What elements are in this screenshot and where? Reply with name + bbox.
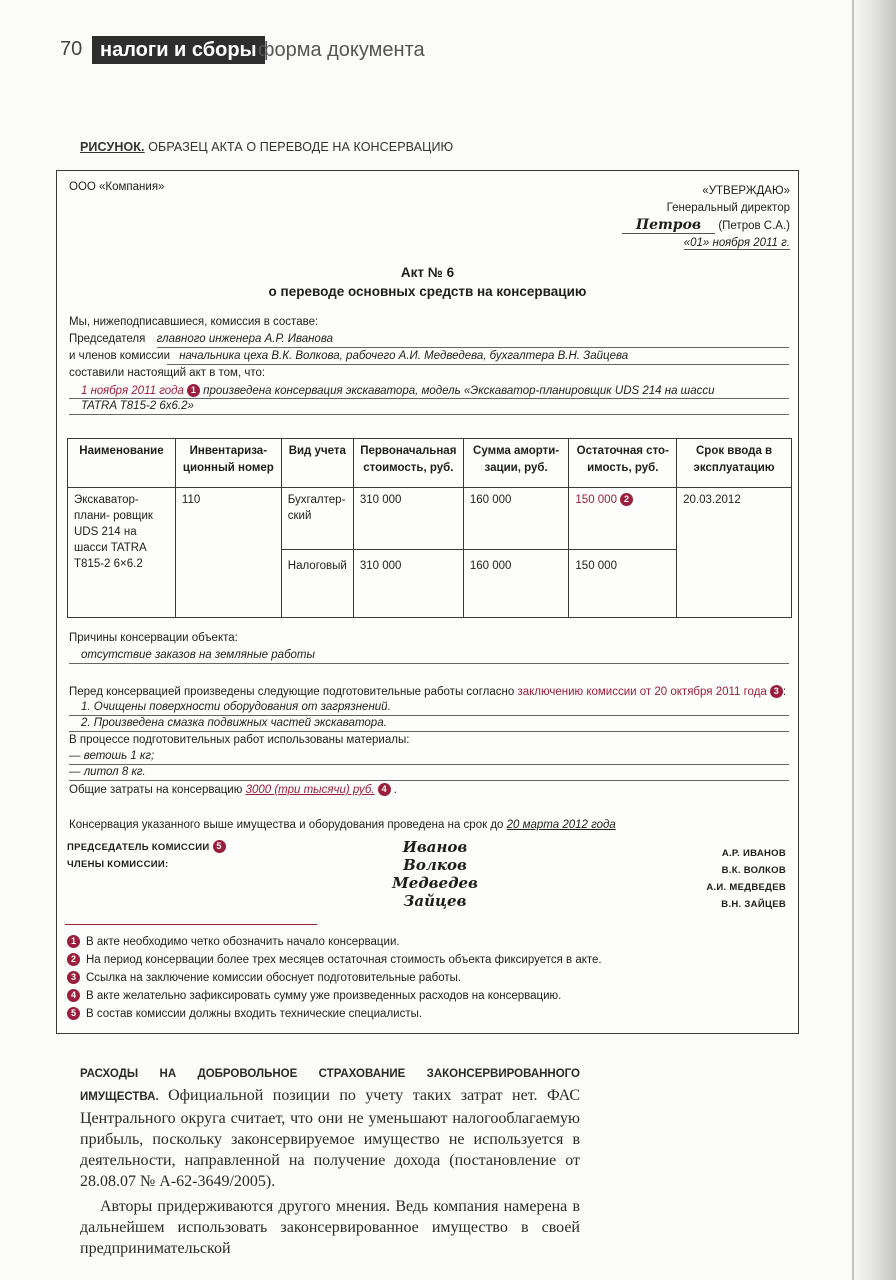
- note-badge-4: 4: [378, 783, 391, 796]
- article-paragraph: [80, 1062, 580, 1192]
- printed-name: А.Р. ИВАНОВ: [721, 848, 786, 859]
- chairman-label: ПРЕДСЕДАТЕЛЬ КОМИССИИ: [67, 842, 210, 853]
- note-badge-1: 1: [187, 384, 200, 397]
- prep-item: [81, 701, 391, 713]
- approval-block: [622, 183, 790, 252]
- handwritten-signatures: [375, 838, 495, 910]
- amortization-cell: 160 000: [463, 550, 569, 618]
- section-label: налоги и сборы: [92, 36, 265, 64]
- director-name: (Петров С.А.): [718, 220, 790, 232]
- members-value: начальника цеха В.К. Волкова, рабочего А.И. Медведева, бухгалтера В.Н. Зайцева: [179, 350, 629, 362]
- signature-zaitsev: Зайцев: [403, 892, 467, 910]
- assets-table: [67, 438, 792, 618]
- note-item: [67, 933, 602, 951]
- printed-name: В.К. ВОЛКОВ: [721, 865, 786, 876]
- members-line: [69, 350, 628, 362]
- paragraph-text: Официальной позиции по учету таких затрат нет. ФАС Центрального округа считает, что они не уменьшают налогооблагаемую прибыль, поскольку законсервируемое имущество не используется в деятельности, направленной на получение дохода (постановление от 28.08.07 № А-62-3649/2005).: [80, 1087, 581, 1190]
- fact-date: 1 ноября 2011 года: [81, 385, 184, 397]
- act-title-block: [57, 263, 798, 301]
- members-label: и членов комиссии: [69, 350, 171, 362]
- signature-ivanov: Иванов: [402, 838, 468, 856]
- company-name: ООО «Компания»: [69, 181, 165, 193]
- prep-reference: заключению комиссии от 20 октября 2011 года: [517, 686, 767, 698]
- chairman-label-line: [67, 840, 226, 853]
- asset-name-cell: Экскаватор-плани- ровщик UDS 214 на шасси TATRA T815-2 6×6.2: [68, 488, 176, 618]
- figure-caption-text: ОБРАЗЕЦ АКТА О ПЕРЕВОДЕ НА КОНСЕРВАЦИЮ: [148, 140, 454, 154]
- page-number: 70: [60, 38, 83, 60]
- fact-fill-line: [69, 398, 789, 399]
- chair-fill-line: [157, 347, 789, 348]
- fact-fill-line-2: [69, 414, 789, 415]
- table-header-row: [68, 439, 792, 488]
- inventory-cell: 110: [175, 488, 281, 618]
- signature-volkov: Волков: [403, 856, 467, 874]
- material-fill-line: [69, 764, 789, 765]
- note-badge: 1: [67, 935, 80, 948]
- table-row: [68, 488, 792, 550]
- completion-line: [69, 819, 616, 831]
- note-text: Ссылка на заключение комиссии обоснует подготовительные работы.: [86, 972, 462, 984]
- printed-names: [706, 845, 786, 913]
- account-type-cell: Налоговый: [281, 550, 353, 618]
- table-header: Наименование: [68, 439, 176, 488]
- costs-value: 3000 (три тысячи) руб.: [245, 784, 375, 796]
- note-text: В акте необходимо четко обозначить начало консервации.: [86, 936, 400, 948]
- note-item: [67, 987, 602, 1005]
- fact-line: [81, 384, 715, 397]
- material-text: — ветошь 1 кг;: [69, 750, 155, 762]
- prep-fill-line: [69, 715, 789, 716]
- note-badge: 3: [67, 971, 80, 984]
- fact-text: произведена консервация экскаватора, модель «Экскаватор-планировщик UDS 214 на шасси: [203, 385, 715, 397]
- chair-label: Председателя: [69, 333, 146, 345]
- notes-list: [67, 933, 602, 1023]
- members-fill-line: [167, 364, 789, 365]
- materials-label: В процессе подготовительных работ использованы материалы:: [69, 734, 410, 746]
- approve-title: «УТВЕРЖДАЮ»: [702, 185, 790, 197]
- residual-value: 150 000: [575, 494, 617, 506]
- page-edge-shadow: [850, 0, 896, 1280]
- note-badge-2: 2: [620, 493, 633, 506]
- fact-line-2: [81, 400, 194, 412]
- reasons-fill-line: [69, 663, 789, 664]
- intro-line: Мы, нижеподписавшиеся, комиссия в составе:: [69, 316, 319, 328]
- note-badge: 4: [67, 989, 80, 1002]
- figure-label: РИСУНОК.: [80, 140, 145, 154]
- prep-item-text: 1. Очищены поверхности оборудования от загрязнений.: [81, 701, 391, 713]
- prep-intro: Перед консервацией произведены следующие подготовительные работы согласно: [69, 686, 515, 698]
- article-paragraph: Авторы придерживаются другого мнения. Ведь компания намерена в дальнейшем использовать законсервированное имущество в своей предпринимательской: [80, 1198, 580, 1257]
- table-header: Вид учета: [281, 439, 353, 488]
- article-body: [80, 1062, 580, 1263]
- note-badge-5: 5: [213, 840, 226, 853]
- material-item: [69, 750, 154, 762]
- note-item: [67, 969, 602, 987]
- notes-separator: [65, 924, 317, 925]
- header-topic: форма документа: [258, 39, 425, 61]
- act-title: Акт № 6: [400, 265, 455, 280]
- note-badge-3: 3: [770, 685, 783, 698]
- prep-item-text: 2. Произведена смазка подвижных частей экскаватора.: [81, 717, 387, 729]
- act-document: [56, 170, 799, 1034]
- note-badge: 2: [67, 953, 80, 966]
- note-text: В акте желательно зафиксировать сумму уже произведенных расходов на консервацию.: [86, 990, 562, 1002]
- printed-name: А.И. МЕДВЕДЕВ: [706, 882, 786, 893]
- costs-line: Общие затраты на консервацию 3000 (три тысячи) руб. 4 .: [69, 784, 397, 796]
- material-fill-line: [69, 780, 789, 781]
- approve-position: Генеральный директор: [666, 202, 790, 214]
- commissioning-cell: 20.03.2012: [677, 488, 792, 618]
- approve-signature-line: [622, 217, 790, 235]
- reasons-line: [81, 649, 315, 661]
- paragraph-lead: РАСХОДЫ НА ДОБРОВОЛЬНОЕ СТРАХОВАНИЕ ЗАКОНСЕРВИРОВАННОГО ИМУЩЕСТВА.: [80, 1068, 580, 1103]
- note-item: [67, 951, 602, 969]
- initial-cost-cell: 310 000: [353, 550, 463, 618]
- fact-text-2: TATRA T815-2 6x6.2»: [81, 400, 194, 412]
- note-badge: 5: [67, 1007, 80, 1020]
- table-header: Срок ввода в эксплуатацию: [677, 439, 792, 488]
- reasons-label: Причины консервации объекта:: [69, 632, 238, 644]
- figure-caption: [80, 140, 453, 154]
- prep-fill-line: [69, 731, 789, 732]
- note-text: В состав комиссии должны входить технические специалисты.: [86, 1008, 423, 1020]
- table-header: Остаточная сто- имость, руб.: [569, 439, 677, 488]
- material-text: — литол 8 кг.: [69, 766, 146, 778]
- note-item: [67, 1005, 602, 1023]
- table-header: Инвентариза- ционный номер: [175, 439, 281, 488]
- members-sig-label: ЧЛЕНЫ КОМИССИИ:: [67, 859, 169, 870]
- reasons-value: отсутствие заказов на земляные работы: [81, 649, 315, 661]
- completion-text: Консервация указанного выше имущества и оборудования проведена на срок до: [69, 819, 504, 831]
- residual-cell: [569, 488, 677, 550]
- signature-medvedev: Медведев: [392, 874, 478, 892]
- director-signature: Петров: [622, 217, 715, 234]
- amortization-cell: 160 000: [463, 488, 569, 550]
- completion-date: 20 марта 2012 года: [506, 819, 616, 831]
- printed-name: В.Н. ЗАЙЦЕВ: [721, 899, 786, 910]
- note-text: На период консервации более трех месяцев остаточная стоимость объекта фиксируется в акте.: [86, 954, 602, 966]
- chair-value: главного инженера А.Р. Иванова: [156, 333, 333, 345]
- account-type-cell: Бухгалтер- ский: [281, 488, 353, 550]
- costs-label: Общие затраты на консервацию: [69, 784, 243, 796]
- table-header: Первоначальная стоимость, руб.: [353, 439, 463, 488]
- table-header: Сумма аморти- зации, руб.: [463, 439, 569, 488]
- prep-item: [81, 717, 387, 729]
- act-subtitle: о переводе основных средств на консервацию: [268, 284, 587, 299]
- approve-date: «01» ноября 2011 г.: [683, 237, 790, 249]
- initial-cost-cell: 310 000: [353, 488, 463, 550]
- residual-cell: 150 000: [569, 550, 677, 618]
- chair-line: [69, 333, 333, 345]
- composed-line: составили настоящий акт в том, что:: [69, 367, 266, 379]
- material-item: [69, 766, 146, 778]
- prep-line: Перед консервацией произведены следующие подготовительные работы согласно заключению комиссии от 20 октября 2011 года 3 :: [69, 686, 787, 698]
